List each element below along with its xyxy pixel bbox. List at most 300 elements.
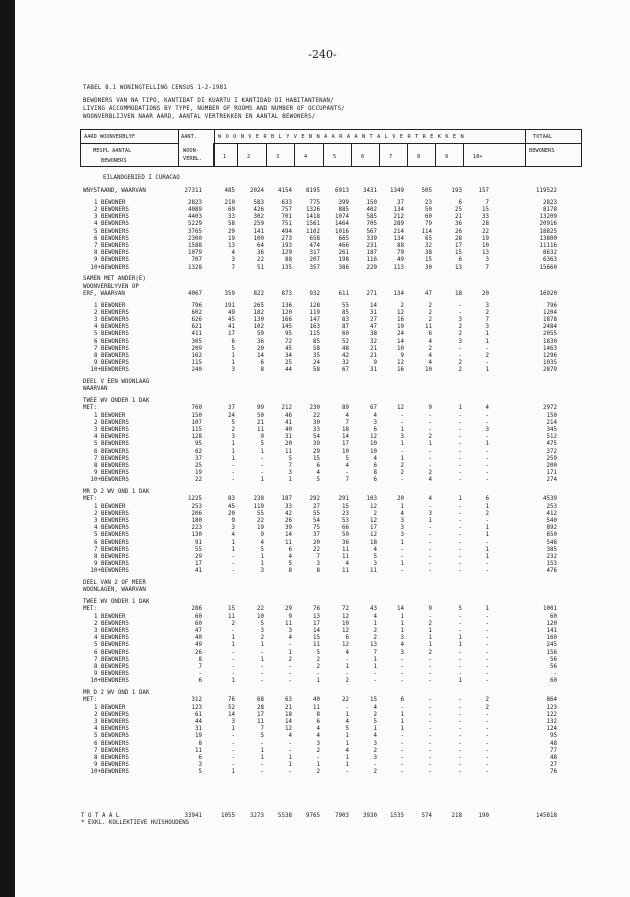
- table-cell: -: [428, 747, 432, 754]
- row-label: WAARVAN: [83, 386, 108, 393]
- table-cell: -: [231, 628, 235, 634]
- table-cell: 1: [231, 539, 235, 546]
- table-cell: 187: [366, 250, 377, 257]
- table-cell: 253: [191, 503, 202, 510]
- row-label: 6 BEWONERS: [87, 539, 129, 546]
- table-cell: 6363: [543, 257, 557, 264]
- table-cell: 1: [485, 503, 489, 510]
- table-cell: -: [458, 510, 462, 517]
- table-cell: -: [400, 419, 404, 426]
- table-cell: 2: [288, 656, 292, 663]
- table-cell: 466: [338, 243, 349, 249]
- table-cell: 14: [397, 606, 404, 613]
- table-cell: 130: [253, 317, 264, 323]
- table-cell: -: [260, 664, 264, 670]
- table-cell: 60: [342, 331, 349, 338]
- table-cell: 1: [231, 448, 235, 455]
- table-cell: 6: [198, 755, 202, 761]
- table-cell: 1: [231, 353, 235, 359]
- table-cell: 11: [313, 642, 320, 649]
- table-cell: 193: [281, 243, 292, 249]
- row-label: 1 BEWONER: [87, 704, 126, 711]
- table-cell: 66: [342, 525, 349, 532]
- table-cell: 14: [397, 338, 404, 345]
- table-cell: -: [458, 762, 462, 769]
- table-cell: 2: [485, 309, 489, 316]
- table-cell: 53: [342, 518, 349, 524]
- table-cell: 17: [455, 243, 462, 249]
- table-cell: 1: [400, 539, 404, 546]
- table-cell: -: [485, 613, 489, 620]
- row-label: 4 BEWONERS: [87, 221, 129, 228]
- table-cell: -: [288, 747, 292, 754]
- table-cell: 4: [373, 613, 377, 620]
- table-cell: -: [373, 678, 377, 685]
- table-cell: -: [485, 470, 489, 477]
- table-cell: 19: [195, 470, 202, 477]
- table-cell: 1: [458, 405, 462, 412]
- table-cell: 1: [260, 477, 264, 484]
- table-cell: 5: [373, 554, 377, 560]
- document-page: -240- TABEL 8.1 WONINGTELLING CENSUS 1-2-1981 BEWONERS VAN NA TIPO, KANTIDAT DI KUARTU I KANTIDAD DI HABITANTENAN/ LIVING ACCOMMODATIONS BY TYPE, NUMBER OF ROOMS AND NUMBER OF OCCUPANTS/ WOONVERBLIJVEN NAAR AARD, AANTAL VERTREKKEN EN AANTAL BEWONERS/ AARD WOONVERBLYF AANT. W O O N V E R B L Y V E N N A A R A A N T A L V E R T R E K K E N TOTAAL MESPL AANTAL BEWONERS WOON- VERBL. BEWONERS 1 2 3 4 5 6 7 8 9 10+ EILANDGEBIED I CURACAO WNYSTAAND, WAARVAN 27311 485 2024 4154 8195 6913 3431 1349 505 193 157 119522 1 BEWONER 2823 210 583 633 775 399 150 37 23 6 7 2823 2 BEWONERS 4089 69 426 757 1326 885 402 134 50 25 15 8178 3 BEWONERS 4403 33 302 701 1418 1074 585 212 60 21 33 13209 4 BEWONERS 5229 58 259 751 1561 1464 705 289 79 36 28 20916 5 BEWONERS 3765 29 141 494 1102 1016 567 214 114 26 22 18825 6 BEWONERS 2300 19 100 273 658 665 339 134 65 28 19 13800 7 BEWONERS 1588 13 64 193 474 466 231 88 32 17 10 11116 8 BEWONERS 1079 4 36 129 317 261 187 79 38 15 13 8632 9 BEWONERS 707 3 22 88 207 198 116 49 15 6 3 6363 10+BEWONERS 1328 7 51 135 357 386 229 113 30 13 7 15660 SAMEN MET ANDER(E) WOONVERBLYVEN OP ERF, WAARVAN 4067 359 822 873 932 611 271 134 47 18 20 16920 1 BEWONER 796 191 265 136 128 55 14 2 2 - 3 796 2 BEWONERS 602 49 182 120 119 85 31 12 2 - 2 1204 3 BEWONERS 626 45 130 166 147 83 27 16 2 3 7 1878 4 BEWONERS 621 41 102 145 163 87 47 19 11 2 3 2484 5 BEWONERS 411 17 59 95 115 60 38 24 6 2 1 2055 6 BEWONERS 305 6 36 72 85 52 32 14 4 3 1 1830 7 BEWONERS 209 5 20 45 58 48 21 10 2 - - 1463 8 BEWONERS 162 1 14 34 35 42 21 9 4 - 2 1296 9 BEWONERS 115 1 6 25 24 32 9 12 4 2 - 1035 10+BEWONERS 240 3 8 44 58 67 31 16 10 2 1 2879 DEEL V EEN WOONLAAG WAARVAN TWEE WV ONDER 1 DAK MET: 760 37 99 212 230 89 67 12 9 1 4 2972 1 BEWONER 150 24 50 46 22 4 4 - - - - 150 2 BEWONERS 107 5 21 41 30 7 3 - - - - 214 3 BEWONERS 115 2 11 40 33 18 6 1 - - 3 345 4 BEWONERS 128 3 9 31 54 14 12 3 2 - - 512 5 BEWONERS 95 1 5 20 39 17 10 1 1 - 1 475 6 BEWONERS 62 1 1 11 29 10 10 - - - - 372 7 BEWONERS 37 1 - 5 15 5 4 1 - - - 259 8 BEWONERS 25 - - 7 6 4 6 2 - - - 200 9 BEWONERS 19 - - 3 4 - 8 2 2 - - 171 10+BEWONERS 22 - 1 1 5 7 6 - 4 - - 274 MR D 2 WV OND 1 DAK MET: 1225 83 238 187 292 291 103 20 4 1 6 4539 1 BEWONER 253 45 119 33 27 15 12 1 - - 1 253 2 BEWONERS 206 20 55 42 55 23 2 4 3 - 2 412 3 BEWONERS 180 9 22 26 54 53 12 3 1 - - 540 4 BEWONERS 223 3 19 39 75 66 17 3 - - 1 892 5 BEWONERS 130 4 9 14 37 50 12 3 - - 1 650 6 BEWONERS 91 1 4 11 20 36 18 1 - - - 546 7 BEWONERS 55 1 5 6 22 11 4 - - - 1 385 8 BEWONERS 29 - 1 4 7 11 5 - - - 1 232 9 BEWONERS 17 - 1 5 3 4 3 1 - - - 153 10+BEWONERS 41 - 3 8 8 11 11 - - - - 476 DEEL VAN 2 OF MEER WOONLAGEN, WAARVAN TWEE WV ONDER 1 DAK MET: 286 15 22 29 76 72 43 14 9 5 1 1001 1 BEWONER 60 11 10 9 13 12 4 1 - - - 60 2 BEWONERS 60 2 5 11 17 10 1 1 2 - - 120 3 BEWONERS 47 - 3 3 14 12 2 1 1 - - 141 4 BEWONERS 40 1 2 4 15 6 2 3 1 1 - 160 5 BEWONERS 49 1 1 - 11 12 13 4 1 1 - 245 6 BEWONERS 26 - - 1 5 4 7 3 2 - - 156 7 BEWONERS 8 - 1 2 2 - 1 - - - - 56 8 BEWONERS 7 - - - 2 1 1 - - - - 56 9 BEWONERS - - - - - - - - - - - - 10+BEWONERS 6 1 - - 1 2 - - - 1 - 60 MR D 2 WV OND 1 DAK MET: 312 76 68 63 40 22 15 6 - - 2 864 1 BEWONER 123 52 28 21 11 - 4 - - - 2 123 2 BEWONERS 61 14 17 18 8 1 2 1 - - - 122 3 BEWONERS 44 3 11 14 6 4 5 1 - - - 132 4 BEWONERS 31 1 7 12 4 5 1 1 - - - 124 5 BEWONERS 19 - 5 4 4 1 4 - - - - 95 6 BEWONERS 8 - - - 3 1 3 - - - - 48 7 BEWONERS 11 - 1 - 2 4 2 - - - - 77 8 BEWONERS 6 - 1 1 - 1 3 - - - - 48 9 BEWONERS 3 - - 1 1 1 - - - - - 27 10+BEWONERS 5 1 - - 2 - 2 - - - - 76 T O T A A L 33941 1055 3273 5538 9765 7903 3930 1535 574 218 190 145818 * EXKL. KOLLEKTIEVE HUISHOUDENS: [15, 0, 630, 897]
- table-cell: -: [458, 345, 462, 352]
- table-cell: -: [260, 762, 264, 769]
- table-cell: 11: [342, 568, 349, 575]
- table-cell: 207: [309, 257, 320, 264]
- table-cell: 193: [451, 188, 462, 194]
- table-cell: 6: [260, 360, 264, 367]
- table-cell: 9: [231, 518, 235, 524]
- row-label: DEEL V EEN WOONLAAG: [83, 379, 150, 386]
- table-cell: 259: [546, 455, 557, 462]
- row-label: 4 BEWONERS: [87, 726, 129, 733]
- table-cell: 261: [338, 250, 349, 257]
- table-cell: -: [428, 532, 432, 539]
- table-cell: -: [485, 678, 489, 685]
- table-cell: 34: [285, 353, 292, 359]
- table-cell: 28: [257, 704, 264, 711]
- table-cell: 426: [253, 207, 264, 213]
- table-cell: 2972: [543, 405, 557, 412]
- row-label: 7 BEWONERS: [87, 656, 129, 663]
- table-cell: -: [428, 546, 432, 553]
- table-cell: 136: [281, 302, 292, 309]
- subtitle-english: LIVING ACCOMMODATIONS BY TYPE, NUMBER OF ROOMS AND NUMBER OF OCCUPANTS/: [83, 106, 345, 112]
- table-cell: 87: [342, 324, 349, 331]
- table-cell: 12: [285, 726, 292, 733]
- table-cell: -: [400, 448, 404, 455]
- table-cell: 191: [224, 302, 235, 309]
- table-cell: 76: [313, 606, 320, 613]
- table-cell: 23: [342, 510, 349, 517]
- table-cell: 2: [231, 427, 235, 433]
- table-cell: 2055: [543, 331, 557, 338]
- table-cell: 31: [370, 367, 377, 374]
- table-cell: 1: [316, 762, 320, 769]
- table-cell: 21: [370, 353, 377, 359]
- row-label: 10+BEWONERS: [87, 367, 129, 374]
- row-label: 3 BEWONERS: [87, 518, 129, 524]
- table-cell: 3: [400, 532, 404, 539]
- table-cell: 3: [288, 628, 292, 634]
- table-cell: 11116: [539, 243, 557, 249]
- table-cell: 46: [285, 412, 292, 419]
- table-cell: 18: [370, 539, 377, 546]
- table-cell: -: [553, 671, 557, 678]
- table-cell: 83: [228, 496, 235, 503]
- table-cell: 3: [373, 755, 377, 761]
- table-cell: -: [428, 697, 432, 704]
- table-cell: -: [485, 518, 489, 524]
- row-label: 6 BEWONERS: [87, 235, 129, 242]
- table-cell: 5: [260, 546, 264, 553]
- table-cell: 8195: [306, 188, 320, 194]
- row-label: 2 BEWONERS: [87, 419, 129, 426]
- row-label: 8 BEWONERS: [87, 755, 129, 761]
- table-cell: 1225: [188, 496, 202, 503]
- table-cell: 567: [366, 228, 377, 235]
- table-cell: 1: [400, 503, 404, 510]
- table-cell: 27: [370, 317, 377, 323]
- table-cell: 15: [342, 503, 349, 510]
- table-cell: 6: [198, 678, 202, 685]
- table-cell: 4: [373, 455, 377, 462]
- table-cell: 13800: [539, 235, 557, 242]
- table-cell: 1: [231, 360, 235, 367]
- table-cell: -: [260, 470, 264, 477]
- table-cell: -: [458, 628, 462, 634]
- table-cell: 411: [191, 331, 202, 338]
- row-label: 2 BEWONERS: [87, 309, 129, 316]
- table-cell: 5: [458, 606, 462, 613]
- table-cell: 15: [370, 697, 377, 704]
- table-cell: 7: [198, 664, 202, 670]
- table-cell: 103: [366, 496, 377, 503]
- table-cell: 22: [257, 257, 264, 264]
- table-cell: 77: [550, 747, 557, 754]
- table-cell: -: [485, 635, 489, 642]
- row-label: 8 BEWONERS: [87, 554, 129, 560]
- table-cell: 10: [397, 345, 404, 352]
- col-mespl-aantal: MESPL AANTAL: [93, 148, 132, 154]
- table-cell: -: [231, 664, 235, 670]
- table-cell: -: [485, 455, 489, 462]
- table-cell: 1: [345, 740, 349, 747]
- table-cell: 822: [253, 290, 264, 297]
- table-cell: 50: [425, 207, 432, 213]
- table-cell: -: [231, 671, 235, 678]
- table-cell: 15: [228, 606, 235, 613]
- table-cell: 129: [281, 250, 292, 257]
- table-cell: 6: [231, 338, 235, 345]
- table-cell: 13: [313, 613, 320, 620]
- table-cell: 11: [425, 324, 432, 331]
- table-cell: 40: [285, 427, 292, 433]
- table-cell: -: [231, 733, 235, 740]
- table-cell: -: [485, 360, 489, 367]
- col-totaal: TOTAAL: [533, 134, 553, 140]
- table-cell: 2: [428, 309, 432, 316]
- table-cell: 3: [231, 719, 235, 725]
- table-cell: -: [485, 448, 489, 455]
- table-cell: -: [428, 554, 432, 560]
- table-cell: 200: [546, 463, 557, 469]
- table-cell: 775: [309, 199, 320, 206]
- table-cell: 2: [400, 302, 404, 309]
- page-number: -240-: [308, 48, 337, 61]
- table-cell: 1: [485, 525, 489, 532]
- row-label: MET:: [83, 697, 97, 704]
- room-count-header: 6: [361, 154, 365, 160]
- table-cell: 892: [546, 525, 557, 532]
- table-cell: 45: [228, 503, 235, 510]
- table-cell: 6: [400, 697, 404, 704]
- table-cell: -: [428, 427, 432, 433]
- table-cell: 4: [288, 554, 292, 560]
- table-cell: 11: [285, 448, 292, 455]
- table-cell: 4539: [543, 496, 557, 503]
- table-cell: 45: [285, 345, 292, 352]
- table-cell: 43: [370, 606, 377, 613]
- table-cell: -: [485, 345, 489, 352]
- room-count-header: 4: [304, 154, 308, 160]
- table-cell: -: [428, 740, 432, 747]
- table-cell: 1: [373, 726, 377, 733]
- table-cell: 95: [550, 733, 557, 740]
- table-cell: 114: [421, 228, 432, 235]
- table-cell: -: [458, 561, 462, 568]
- table-cell: 312: [191, 697, 202, 704]
- table-cell: 3765: [188, 228, 202, 235]
- table-cell: 11: [342, 546, 349, 553]
- table-cell: -: [458, 755, 462, 761]
- table-cell: 273: [281, 235, 292, 242]
- table-cell: 24: [228, 412, 235, 419]
- table-cell: 75: [313, 525, 320, 532]
- table-cell: 85: [313, 338, 320, 345]
- table-cell: 214: [546, 419, 557, 426]
- table-cell: 1: [260, 554, 264, 560]
- col-span-rooms: W O O N V E R B L Y V E N N A A R A A N T A L V E R T R E K K E N: [218, 134, 465, 140]
- row-label: 9 BEWONERS: [87, 762, 129, 769]
- table-cell: 4: [485, 405, 489, 412]
- table-cell: 27: [313, 503, 320, 510]
- table-cell: 4: [428, 360, 432, 367]
- table-cell: 17: [228, 331, 235, 338]
- table-cell: 8178: [543, 207, 557, 213]
- table-cell: 2300: [188, 235, 202, 242]
- table-cell: 3: [485, 427, 489, 433]
- table-cell: 512: [546, 434, 557, 441]
- table-cell: 160: [546, 635, 557, 642]
- table-cell: 1: [260, 642, 264, 649]
- table-cell: 1: [428, 518, 432, 524]
- table-cell: 2024: [250, 188, 264, 194]
- table-cell: -: [231, 477, 235, 484]
- table-cell: 3: [458, 338, 462, 345]
- table-cell: 2: [428, 649, 432, 656]
- table-cell: 37: [228, 405, 235, 412]
- table-cell: 1079: [188, 250, 202, 257]
- table-cell: 22: [313, 546, 320, 553]
- row-label: 5 BEWONERS: [87, 331, 129, 338]
- room-count-header: 1: [223, 154, 227, 160]
- table-cell: 8: [198, 740, 202, 747]
- table-cell: 16: [397, 367, 404, 374]
- table-cell: -: [428, 448, 432, 455]
- table-cell: 17: [342, 441, 349, 448]
- table-cell: 7: [485, 264, 489, 271]
- footnote: * EXKL. KOLLEKTIEVE HUISHOUDENS: [81, 820, 190, 826]
- row-label: 6 BEWONERS: [87, 448, 129, 455]
- table-cell: -: [400, 671, 404, 678]
- table-cell: 8: [316, 711, 320, 718]
- table-cell: 546: [546, 539, 557, 546]
- table-cell: 4: [373, 733, 377, 740]
- table-cell: 11: [285, 539, 292, 546]
- table-cell: 69: [228, 207, 235, 213]
- table-cell: 5: [288, 561, 292, 568]
- table-cell: -: [458, 470, 462, 477]
- table-cell: 41: [228, 324, 235, 331]
- table-cell: 123: [191, 704, 202, 711]
- table-cell: -: [428, 463, 432, 469]
- table-cell: -: [458, 412, 462, 419]
- table-cell: -: [485, 656, 489, 663]
- table-cell: 15660: [539, 264, 557, 271]
- table-cell: 107: [191, 419, 202, 426]
- col-woonverbl-2: VERBL.: [183, 156, 203, 162]
- table-cell: 6: [373, 427, 377, 433]
- table-cell: 163: [309, 324, 320, 331]
- table-cell: 119: [309, 309, 320, 316]
- table-cell: 705: [366, 221, 377, 228]
- table-cell: 1102: [306, 228, 320, 235]
- table-cell: -: [428, 561, 432, 568]
- table-cell: 3431: [363, 188, 377, 194]
- row-label: 2 BEWONERS: [87, 510, 129, 517]
- table-cell: 12: [370, 434, 377, 441]
- table-cell: -: [345, 656, 349, 663]
- row-label: 3 BEWONERS: [87, 719, 129, 725]
- row-label: 1 BEWONER: [87, 503, 126, 510]
- table-cell: 4: [400, 642, 404, 649]
- table-cell: 1463: [543, 345, 557, 352]
- table-cell: -: [288, 740, 292, 747]
- table-cell: 4: [428, 338, 432, 345]
- table-cell: 134: [393, 235, 404, 242]
- table-cell: 7: [345, 477, 349, 484]
- table-cell: 150: [366, 199, 377, 206]
- table-cell: 1: [316, 678, 320, 685]
- table-cell: 1: [345, 762, 349, 769]
- table-cell: 2: [428, 302, 432, 309]
- table-cell: 162: [191, 353, 202, 359]
- table-cell: 3: [485, 257, 489, 264]
- table-cell: 345: [546, 427, 557, 433]
- table-cell: -: [458, 441, 462, 448]
- table-cell: -: [458, 568, 462, 575]
- table-cell: 4: [316, 733, 320, 740]
- table-cell: -: [288, 664, 292, 670]
- table-cell: -: [428, 613, 432, 620]
- table-cell: 1349: [390, 188, 404, 194]
- table-cell: 231: [366, 243, 377, 249]
- table-cell: -: [231, 656, 235, 663]
- table-cell: 21: [370, 345, 377, 352]
- table-cell: 45: [228, 317, 235, 323]
- table-cell: 19: [482, 235, 489, 242]
- table-cell: -: [400, 477, 404, 484]
- table-cell: -: [428, 455, 432, 462]
- table-cell: 119522: [536, 188, 557, 194]
- table-cell: 1: [345, 664, 349, 670]
- table-cell: 33: [482, 214, 489, 221]
- table-cell: -: [458, 747, 462, 754]
- row-label: WNYSTAAND, WAARVAN: [83, 188, 146, 194]
- table-cell: -: [345, 769, 349, 776]
- table-cell: 9: [428, 606, 432, 613]
- table-cell: 11: [313, 704, 320, 711]
- table-cell: 10: [342, 448, 349, 455]
- table-cell: 12: [370, 518, 377, 524]
- table-cell: -: [458, 353, 462, 359]
- row-label: 3 BEWONERS: [87, 317, 129, 323]
- table-cell: 9: [288, 613, 292, 620]
- table-cell: -: [485, 664, 489, 670]
- table-cell: 198: [338, 257, 349, 264]
- table-cell: 33: [285, 503, 292, 510]
- table-cell: 99: [257, 405, 264, 412]
- table-cell: 7: [231, 264, 235, 271]
- table-cell: 1: [485, 554, 489, 560]
- table-cell: 147: [309, 317, 320, 323]
- table-cell: -: [458, 419, 462, 426]
- row-label: 5 BEWONERS: [87, 733, 129, 740]
- table-cell: -: [400, 664, 404, 670]
- table-cell: -: [458, 434, 462, 441]
- table-cell: 1: [288, 477, 292, 484]
- table-cell: 4: [428, 477, 432, 484]
- table-cell: 1418: [306, 214, 320, 221]
- table-cell: 60: [195, 620, 202, 627]
- table-cell: -: [485, 539, 489, 546]
- table-cell: 12: [397, 309, 404, 316]
- table-cell: -: [260, 463, 264, 469]
- row-label: 7 BEWONERS: [87, 455, 129, 462]
- table-cell: 10: [257, 613, 264, 620]
- table-cell: 3: [373, 740, 377, 747]
- table-cell: 1: [400, 427, 404, 433]
- table-cell: 4: [288, 733, 292, 740]
- table-cell: 2: [485, 353, 489, 359]
- table-cell: -: [428, 726, 432, 733]
- table-cell: 122: [546, 711, 557, 718]
- table-cell: 1: [260, 448, 264, 455]
- table-cell: 2: [373, 711, 377, 718]
- table-cell: 6: [373, 463, 377, 469]
- table-cell: -: [458, 302, 462, 309]
- table-cell: -: [485, 649, 489, 656]
- table-cell: 29: [313, 448, 320, 455]
- table-cell: 2: [373, 769, 377, 776]
- table-cell: 27311: [184, 188, 202, 194]
- table-cell: 4: [260, 539, 264, 546]
- table-cell: -: [428, 733, 432, 740]
- table-cell: 265: [253, 302, 264, 309]
- table-cell: 36: [455, 221, 462, 228]
- table-cell: 37: [397, 199, 404, 206]
